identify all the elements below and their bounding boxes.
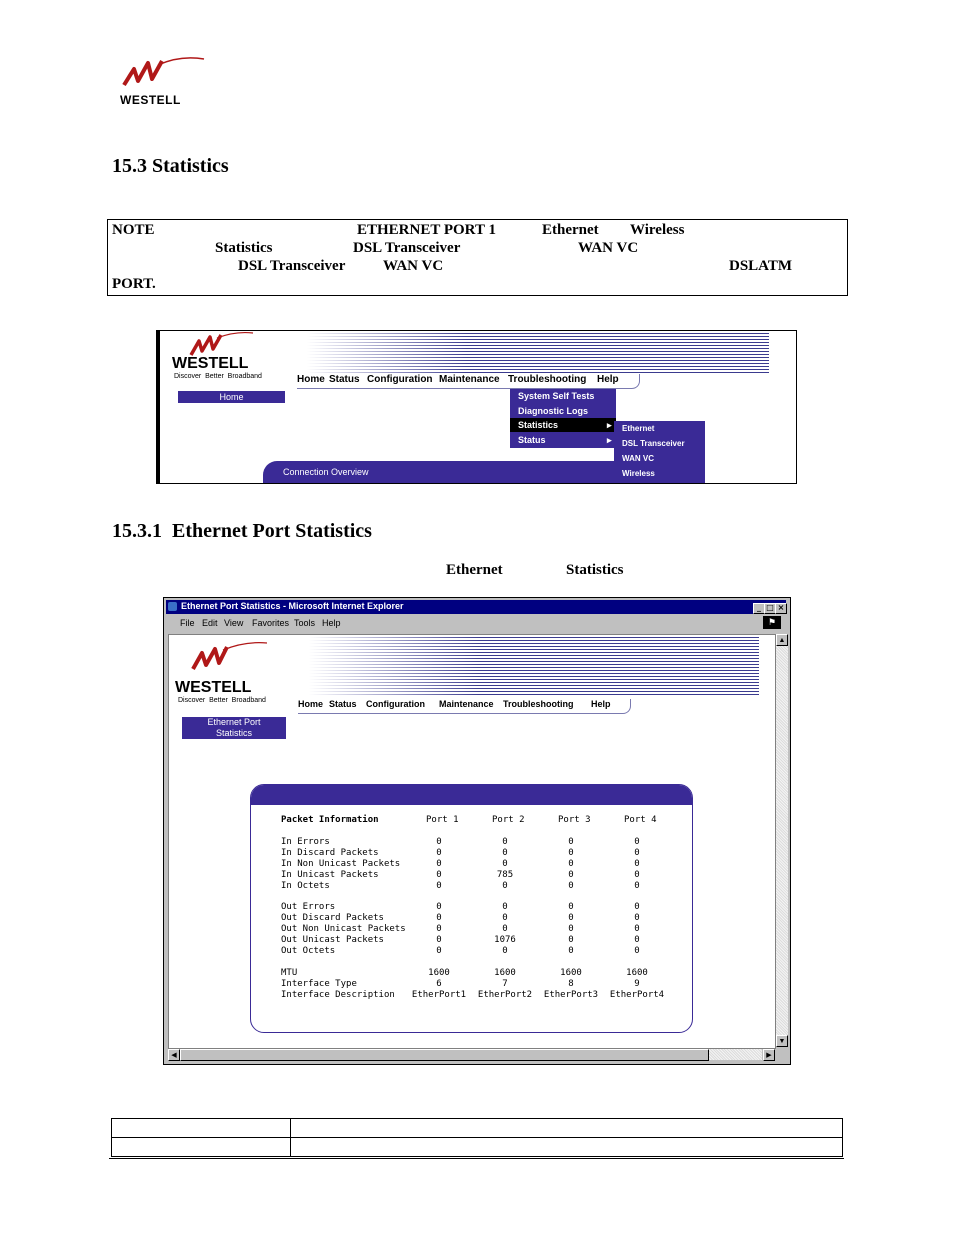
stat-value: 0 — [502, 859, 508, 869]
submenu-item-wan-vc[interactable]: WAN VC — [622, 454, 654, 463]
stat-row-label: In Non Unicast Packets — [281, 859, 401, 869]
menu-edit[interactable]: Edit — [202, 618, 218, 628]
stat-value: 1600 — [494, 968, 516, 978]
stat-row-label: In Errors — [281, 837, 330, 847]
scroll-left-icon[interactable]: ◀ — [168, 1049, 180, 1061]
connection-overview-label: Connection Overview — [283, 467, 369, 477]
stat-value: 0 — [436, 881, 442, 891]
note-word: WAN VC — [578, 240, 639, 256]
title-bar — [166, 600, 786, 614]
nav-maintenance[interactable]: Maintenance — [439, 374, 500, 385]
browser-window — [163, 597, 791, 1065]
nav-help[interactable]: Help — [597, 374, 619, 385]
menu-favorites[interactable]: Favorites — [252, 618, 290, 628]
stat-value: 0 — [436, 870, 442, 880]
stat-row-label: In Unicast Packets — [281, 870, 379, 880]
stat-value: 0 — [568, 946, 574, 956]
stat-value: EtherPort1 — [411, 990, 467, 1000]
nav-status[interactable]: Status — [329, 699, 357, 709]
stat-value: 0 — [634, 946, 640, 956]
port-header: Port 2 — [492, 815, 525, 825]
stat-value: 8 — [568, 979, 574, 989]
westell-logo — [118, 55, 208, 107]
page-label-line1: Ethernet Port — [207, 717, 261, 727]
chevron-right-icon: ▸ — [607, 420, 612, 430]
window-title: Ethernet Port Statistics - Microsoft Internet Explorer — [181, 601, 404, 611]
vertical-scrollbar[interactable] — [775, 634, 788, 1047]
troubleshooting-menu — [510, 389, 616, 448]
stat-value: 0 — [502, 902, 508, 912]
tagline: Discover Better Broadband — [178, 697, 266, 704]
menu-file[interactable]: File — [180, 618, 195, 628]
stat-row-label: Out Discard Packets — [281, 913, 384, 923]
section-title: 15.3 Statistics — [112, 155, 229, 177]
note-word: Statistics — [215, 240, 273, 256]
table-header: Packet Information — [281, 815, 379, 825]
scroll-right-icon[interactable]: ▶ — [763, 1049, 775, 1061]
menu-help[interactable]: Help — [322, 618, 341, 628]
close-icon[interactable]: × — [775, 603, 787, 614]
note-word: DSL Transceiver — [238, 258, 346, 274]
body-word: Statistics — [566, 562, 624, 578]
page-viewport — [168, 634, 776, 1049]
chevron-right-icon: ▸ — [607, 435, 612, 445]
note-word: Wireless — [630, 222, 685, 238]
nav-configuration[interactable]: Configuration — [366, 699, 425, 709]
stat-value: 0 — [568, 881, 574, 891]
nav-configuration[interactable]: Configuration — [367, 374, 433, 385]
stat-value: 0 — [568, 913, 574, 923]
stat-row-label: Out Unicast Packets — [281, 935, 384, 945]
stat-value: 1076 — [494, 935, 516, 945]
stat-row-label: In Octets — [281, 881, 330, 891]
logo-text: WESTELL — [120, 93, 181, 107]
stat-value: 0 — [568, 870, 574, 880]
stat-value: EtherPort3 — [543, 990, 599, 1000]
westell-swoosh-icon — [189, 641, 269, 673]
nav-bar — [298, 699, 631, 714]
menu-tools[interactable]: Tools — [294, 618, 316, 628]
stat-value: 7 — [502, 979, 508, 989]
windows-logo-icon: ⚑ — [763, 616, 781, 629]
logo-text: WESTELL — [172, 355, 249, 372]
stat-value: 0 — [568, 935, 574, 945]
stat-value: 0 — [436, 946, 442, 956]
maximize-icon[interactable]: □ — [764, 603, 776, 614]
stat-value: 0 — [436, 935, 442, 945]
port-header: Port 4 — [624, 815, 657, 825]
page-rule — [109, 1158, 844, 1159]
page-label — [182, 717, 286, 739]
stat-value: 0 — [502, 946, 508, 956]
connection-overview-tab[interactable] — [263, 461, 615, 483]
stat-value: 0 — [634, 924, 640, 934]
menu-view[interactable]: View — [224, 618, 244, 628]
stat-value: 0 — [502, 848, 508, 858]
stat-value: EtherPort4 — [609, 990, 665, 1000]
stat-row-label: Out Errors — [281, 902, 336, 912]
submenu-item-ethernet[interactable]: Ethernet — [622, 424, 655, 433]
subsection-title: 15.3.1 Ethernet Port Statistics — [112, 520, 372, 542]
stat-value: 0 — [568, 848, 574, 858]
westell-swoosh-icon — [118, 55, 208, 95]
stat-value: 0 — [634, 848, 640, 858]
stat-value: 0 — [502, 924, 508, 934]
stat-value: 6 — [436, 979, 442, 989]
scroll-thumb[interactable] — [180, 1049, 709, 1061]
stat-value: 785 — [496, 870, 514, 880]
stat-row-label: MTU — [281, 968, 298, 978]
nav-home[interactable]: Home — [297, 374, 325, 385]
note-word: DSLATM — [729, 258, 793, 274]
menu-item-system-self-tests[interactable]: System Self Tests — [518, 391, 595, 401]
stat-value: 0 — [568, 924, 574, 934]
note-label: NOTE — [112, 222, 155, 238]
nav-help[interactable]: Help — [591, 699, 611, 709]
stat-value: 0 — [436, 902, 442, 912]
horizontal-scrollbar[interactable] — [168, 1049, 775, 1060]
stat-value: 0 — [634, 913, 640, 923]
figure-menu-screenshot — [156, 330, 797, 484]
stats-panel — [250, 784, 693, 1033]
menu-item-diagnostic-logs[interactable]: Diagnostic Logs — [518, 406, 589, 416]
stat-value: 0 — [502, 881, 508, 891]
stat-value: 0 — [436, 859, 442, 869]
stat-value: 0 — [634, 902, 640, 912]
stat-row-label: Interface Type — [281, 979, 357, 989]
nav-troubleshooting[interactable]: Troubleshooting — [503, 699, 574, 709]
stat-value: 0 — [634, 881, 640, 891]
note-word: PORT. — [112, 276, 156, 292]
stat-row-label: Out Non Unicast Packets — [281, 924, 406, 934]
submenu-item-dsl-transceiver[interactable]: DSL Transceiver — [622, 439, 685, 448]
minimize-icon[interactable]: _ — [753, 603, 765, 614]
stat-value: 9 — [634, 979, 640, 989]
stat-value: 1600 — [560, 968, 582, 978]
port-header: Port 3 — [558, 815, 591, 825]
nav-maintenance[interactable]: Maintenance — [439, 699, 494, 709]
stat-row-label: Out Octets — [281, 946, 336, 956]
stat-value: 0 — [502, 837, 508, 847]
submenu-item-wireless[interactable]: Wireless — [622, 469, 655, 478]
stat-value: 0 — [436, 848, 442, 858]
stat-value: 0 — [634, 935, 640, 945]
note-word: WAN VC — [383, 258, 444, 274]
logo-text: WESTELL — [175, 679, 252, 696]
stat-value: 0 — [502, 913, 508, 923]
stat-value: 1600 — [626, 968, 648, 978]
stat-value: 0 — [436, 913, 442, 923]
note-word: DSL Transceiver — [353, 240, 461, 256]
stat-row-label: In Discard Packets — [281, 848, 379, 858]
menu-item-status[interactable]: Status — [518, 435, 546, 445]
stat-value: 0 — [634, 859, 640, 869]
nav-bar — [297, 374, 640, 389]
stat-value: 0 — [634, 870, 640, 880]
ie-icon — [168, 602, 177, 611]
body-word: Ethernet — [446, 562, 503, 578]
stat-value: 0 — [634, 837, 640, 847]
port-header: Port 1 — [426, 815, 459, 825]
stat-value: EtherPort2 — [477, 990, 533, 1000]
menu-bar — [166, 616, 786, 630]
tagline: Discover Better Broadband — [174, 373, 262, 380]
stat-value: 0 — [568, 859, 574, 869]
stat-value: 0 — [568, 902, 574, 912]
page-label-line2: Statistics — [215, 728, 252, 738]
nav-home[interactable]: Home — [298, 699, 324, 709]
home-label: Home — [178, 391, 285, 403]
stat-value: 0 — [568, 837, 574, 847]
stat-value: 1600 — [428, 968, 450, 978]
scroll-down-icon[interactable]: ▼ — [776, 1035, 788, 1047]
note-box — [107, 219, 848, 296]
scroll-up-icon[interactable]: ▲ — [776, 634, 788, 646]
menu-item-statistics[interactable]: Statistics — [518, 420, 559, 430]
description-table — [111, 1118, 843, 1157]
statistics-submenu — [614, 421, 705, 483]
stat-row-label: Interface Description — [281, 990, 395, 1000]
stat-value: 0 — [436, 924, 442, 934]
note-word: ETHERNET PORT 1 — [357, 222, 496, 238]
stat-value: 0 — [436, 837, 442, 847]
nav-troubleshooting[interactable]: Troubleshooting — [508, 374, 587, 385]
note-word: Ethernet — [542, 222, 599, 238]
nav-status[interactable]: Status — [329, 374, 360, 385]
